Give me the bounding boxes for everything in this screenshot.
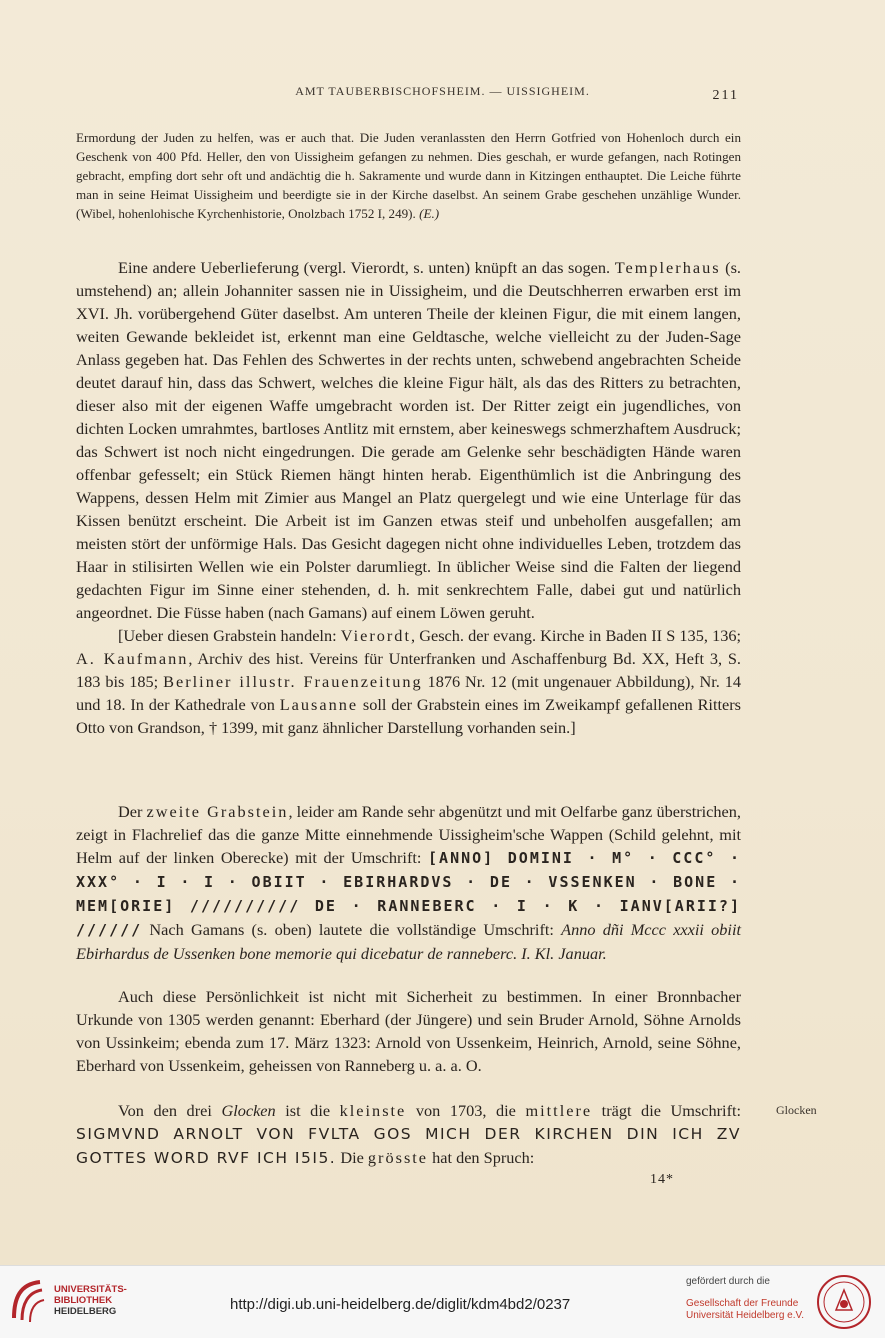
- text: Von den drei: [118, 1101, 212, 1120]
- page-number: 211: [712, 88, 739, 103]
- margin-note: Glocken: [776, 1103, 817, 1117]
- library-name-line: BIBLIOTHEK: [54, 1295, 113, 1306]
- emphasis: mittlere: [525, 1101, 593, 1120]
- text: [Ueber diesen Grabstein handeln:: [118, 626, 337, 645]
- emphasis: grösste: [367, 1148, 429, 1167]
- footer-bar: [0, 1265, 885, 1338]
- author-name: Vierordt: [340, 626, 411, 645]
- inscription: [ANNO] DOMINI · M° · CCC° · XXX° · I · I · OBIIT · EBIRHARDVS · DE · VSSENKEN · BONE · MEM[ORIE] ////////// DE · RANNEBERC · I · K · IANV[ARII?] //////: [76, 849, 741, 939]
- text: , leider am Rande sehr abgenützt und mit Oelfarbe ganz überstrichen, zeigt in Flachrelief das die ganze Mitte einnehmende Uissigheim'sche Wappen (Schild gelehnt, mit Helm auf der linken Oberecke) mit der Umschrift:: [76, 802, 741, 867]
- library-name: [54, 1284, 127, 1317]
- text: soll der Grabstein eines im Zweikampf gefallenen Ritters Otto von Grandson, † 1399, mit ganz ähnlicher Darstellung vorhanden sein.]: [76, 695, 741, 737]
- text: , Archiv des hist. Vereins für Unterfranken und Aschaffenburg Bd. XX, Heft 3, S. 183 bis 185;: [76, 649, 742, 691]
- emphasis: kleinste: [339, 1101, 407, 1120]
- emphasis: zweite Grabstein: [146, 802, 289, 821]
- society-name: [686, 1298, 804, 1322]
- place-name: Lausanne: [279, 695, 359, 714]
- text: Eine andere Ueberlieferung (vergl. Vierordt, s. unten) knüpft an das sogen.: [118, 258, 611, 277]
- library-name-line: UNIVERSITÄTS-: [54, 1284, 127, 1295]
- university-library-logo-icon: [10, 1278, 46, 1324]
- text: trägt die Umschrift:: [601, 1101, 742, 1120]
- paragraph-templerhaus: [76, 256, 741, 739]
- society-name-line: Gesellschaft der Freunde: [686, 1298, 799, 1309]
- running-head: AMT TAUBERBISCHOFSHEIM. — UISSIGHEIM.: [295, 84, 590, 98]
- text: ist die: [285, 1101, 331, 1120]
- inscription: SIGMVND ARNOLT VON FVLTA GOS MICH DER KIRCHEN DIN ICH ZV GOTTES WORD RVF ICH I5I5.: [76, 1125, 741, 1167]
- text: hat den Spruch:: [432, 1148, 535, 1167]
- emphasis: Glocken: [221, 1101, 276, 1120]
- footnote-text: Ermordung der Juden zu helfen, was er auch that. Die Juden veranlassten den Herrn Gotfried von Hohenloch durch ein Geschenk von 400 Pfd. Heller, den von Uissigheim gefangen zu nehmen. Dies geschah, er wurde gefangen, nach Rotingen gebracht, empfing dort sehr oft und andächtig die h. Sakramente und wurde dann in Kitzingen enthauptet. Die Leiche führte man in seine Heimat Uissigheim und beerdigte sie in der Kirche daselbst. An seinem Grabe geschehen unzählige Wunder. (Wibel, hohenlohische Kyrchenhistorie, Onolzbach 1752 I, 249).: [76, 130, 741, 221]
- paragraph-second-gravestone: [76, 800, 741, 965]
- funding-note: gefördert durch die: [686, 1276, 770, 1287]
- permalink-url[interactable]: http://digi.ub.uni-heidelberg.de/diglit/kdm4bd2/0237: [230, 1296, 571, 1313]
- library-name-line: HEIDELBERG: [54, 1306, 117, 1317]
- university-seal-icon: [816, 1274, 872, 1330]
- text: Der: [118, 802, 143, 821]
- paragraph-bells: [76, 1099, 741, 1170]
- footnote: [76, 128, 741, 223]
- text: (s. umstehend) an; allein Johanniter sassen nie in Uissigheim, und die Deutschherren erwarben erst im XVI. Jh. vorübergehend Güter daselbst. Am unteren Theile der kleinen Figur, die mit einem langen, weiten Gewande bekleidet ist, erkennt man eine Geldtasche, welche vielleicht zu der Juden-Sage Anlass gegeben hat. Das Fehlen des Schwertes in der rechts unten, schwebend angebrachten Scheide deutet darauf hin, dass das Schwert, welches die kleine Figur hält, als das des Ritters zu betrachten, dieser also mit der eigenen Waffe umgebracht worden ist. Der Ritter zeigt ein jugendliches, von dichten Locken umrahmtes, bartloses Antlitz mit ernstem, aber keineswegs schmerzhaftem Ausdruck; das Schwert ist noch nicht eingedrungen. Die gerade am Gelenke sehr beschädigten Hände waren offenbar gefesselt; ein Stück Riemen hängt hinten herab. Eigenthümlich ist die Anbringung des Wappens, dessen Helm mit Zimier aus Mangel an Platz quergelegt und wie eine Unterlage für das Kissen benützt erscheint. Die Arbeit ist im Ganzen etwas steif und unbeholfen ausgefallen; am meisten stört der unförmige Hals. Das Gesicht dagegen nicht ohne individuelles Leben, trotzdem das Haar in stilisirten Wellen wie ein Polster darumliegt. In üblicher Weise sind die Falten der liegend gedachten Figur im Sinne einer stehenden, d. h. mit senkrechtem Falle, dabei gut und natürlich angeordnet. Die Füsse haben (nach Gamans) auf einem Löwen geruht.: [76, 258, 741, 622]
- society-name-line: Universität Heidelberg e.V.: [686, 1310, 805, 1321]
- text: von 1703, die: [415, 1101, 516, 1120]
- emphasis: Templerhaus: [614, 258, 721, 277]
- text: Die: [340, 1148, 364, 1167]
- signature-mark: 14*: [650, 1172, 674, 1187]
- footnote-sign: (E.): [419, 206, 440, 221]
- text: , Gesch. der evang. Kirche in Baden II S 135, 136;: [410, 626, 742, 645]
- paragraph-person: [76, 985, 741, 1077]
- text: 1876 Nr. 12 (mit ungenauer Abbildung), Nr. 14 und 18. In der Kathedrale von: [76, 672, 741, 714]
- text: Nach Gamans (s. oben) lautete die vollständige Umschrift:: [149, 920, 554, 939]
- inscription-transcription: Anno dñi Mccc xxxii obiit Ebirhardus de Ussenken bone memorie qui dicebatur de ranneberc. I. Kl. Januar.: [76, 920, 741, 963]
- publication-name: Berliner illustr. Frauenzeitung: [163, 672, 423, 691]
- author-name: A. Kaufmann: [76, 649, 189, 668]
- text: Auch diese Persönlichkeit ist nicht mit Sicherheit zu bestimmen. In einer Bronnbacher Urkunde von 1305 werden genannt: Eberhard (der Jüngere) und sein Bruder Arnold, Söhne Arnolds von Ussinkeim; ebenda zum 17. März 1323: Arnold von Ussenkeim, Heinrich, Arnold, seine Söhne, Eberhard von Ussenkeim, geheissen von Ranneberg u. a. a. O.: [76, 987, 741, 1075]
